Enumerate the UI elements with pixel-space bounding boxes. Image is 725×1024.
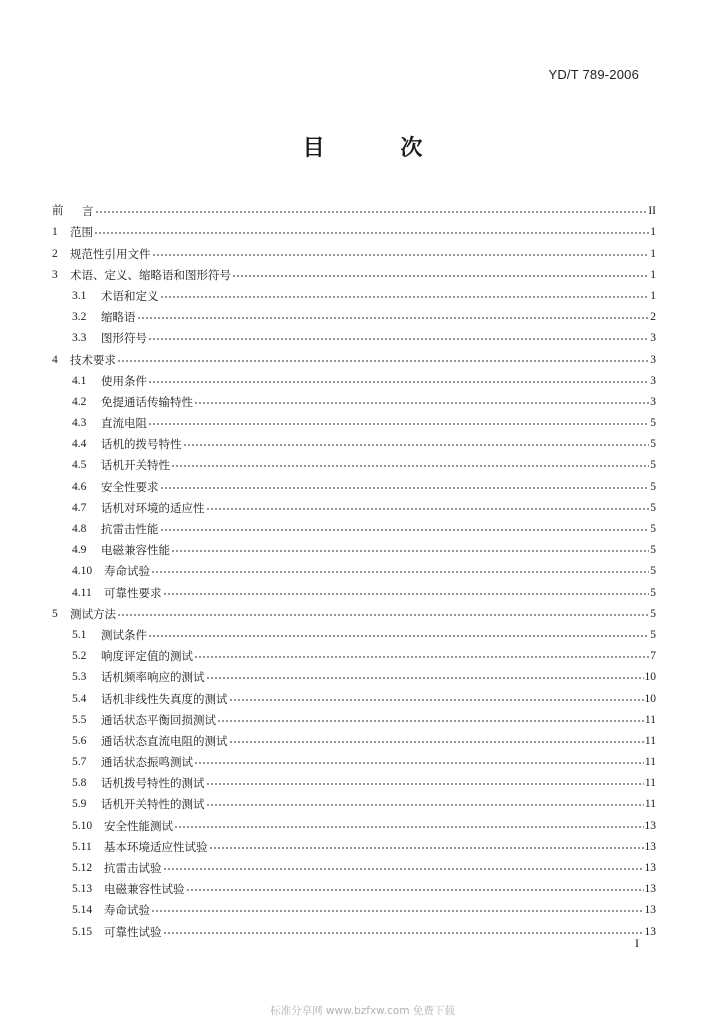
dot-leader: [160, 485, 650, 491]
toc-entry[interactable]: [52, 261, 656, 282]
dot-leader: [137, 315, 650, 321]
toc-entry[interactable]: [52, 748, 656, 769]
toc-entry-number: 4.11: [72, 586, 92, 599]
toc-entry-title: 通话状态直流电阻的测试: [101, 733, 228, 748]
toc-entry-page: 5: [650, 480, 656, 493]
toc-entry[interactable]: [52, 896, 656, 917]
toc-entry[interactable]: [52, 239, 656, 260]
toc-entry-number: 5.11: [72, 840, 92, 853]
toc-entry[interactable]: [52, 282, 656, 303]
toc-entry[interactable]: [52, 684, 656, 705]
toc-entry-title: 抗雷击性能: [101, 522, 159, 536]
toc-entry-number: 5.5: [72, 713, 87, 726]
dot-leader: [171, 548, 649, 554]
toc-entry[interactable]: [52, 409, 656, 430]
toc-entry-page: 7: [650, 650, 656, 663]
toc-entry-number: 5.2: [72, 650, 87, 663]
toc-entry[interactable]: [52, 472, 656, 493]
toc-entry-page: 5: [650, 438, 656, 451]
dot-leader: [148, 421, 649, 427]
toc-entry-title: 基本环境适应性试验: [104, 839, 208, 854]
dot-leader: [194, 760, 644, 766]
toc-entry-number: 4.2: [72, 395, 87, 408]
dot-leader: [206, 506, 650, 512]
toc-entry-page: 3: [650, 332, 656, 345]
toc-entry-number: 1: [52, 226, 58, 239]
toc-entry[interactable]: [52, 367, 656, 388]
standard-code: YD/T 789-2006: [548, 67, 639, 82]
toc-entry-number: 3.1: [72, 289, 87, 302]
toc-entry[interactable]: [52, 875, 656, 896]
toc-entry-title: 可靠性试验: [104, 924, 162, 939]
toc-entry-number: 4.5: [72, 459, 87, 472]
toc-entry-number: 3: [52, 268, 58, 281]
dot-leader: [217, 718, 644, 724]
dot-leader: [151, 569, 649, 575]
toc-entry-number: 4: [52, 353, 58, 366]
toc-entry[interactable]: [52, 345, 656, 366]
toc-entry-page: 10: [644, 671, 656, 684]
toc-entry[interactable]: [52, 578, 656, 599]
toc-entry-number: 4.7: [72, 501, 87, 514]
toc-entry-number: 5.10: [72, 819, 93, 832]
dot-leader: [160, 294, 650, 300]
toc-entry[interactable]: [52, 303, 656, 324]
toc-entry-title: 通话状态振鸣测试: [101, 755, 193, 770]
toc-entry-number: 5.7: [72, 756, 87, 769]
toc-entry-page: 13: [644, 819, 656, 832]
dot-leader: [229, 697, 644, 703]
toc-entry-page: 13: [644, 883, 656, 896]
toc-entry-number: 5.9: [72, 798, 87, 811]
toc-entry-title: 测试条件: [101, 627, 147, 642]
toc-entry-number: 5.1: [72, 628, 87, 641]
toc-entry-page: 11: [644, 777, 656, 790]
toc-entry-title: 电磁兼容性能: [101, 543, 170, 558]
toc-entry-page: 3: [650, 353, 656, 366]
dot-leader: [94, 230, 649, 236]
toc-entry-number: 4.8: [72, 523, 87, 535]
toc-entry-title: 话机非线性失真度的测试: [101, 691, 228, 706]
toc-entry-page: 13: [644, 862, 656, 874]
toc-entry-number: 5.12: [72, 862, 93, 874]
toc-entry-page: 11: [644, 798, 656, 811]
dot-leader: [229, 739, 644, 745]
toc-entry-number: 2: [52, 247, 58, 260]
toc-entry[interactable]: [52, 621, 656, 642]
dot-leader: [209, 845, 644, 851]
toc-entry[interactable]: [52, 557, 656, 578]
toc-entry-page: 5: [650, 523, 656, 535]
dot-leader: [206, 802, 644, 808]
toc-entry-title: 缩略语: [101, 310, 136, 325]
toc-entry-title: 安全性能测试: [104, 818, 173, 833]
toc-entry-title: 术语、定义、缩略语和图形符号: [70, 267, 231, 282]
dot-leader: [171, 463, 649, 469]
toc-entry[interactable]: [52, 451, 656, 472]
toc-entry-page: 5: [650, 628, 656, 641]
toc-entry-number: 5: [52, 607, 58, 620]
toc-entry-title: 抗雷击试验: [104, 861, 162, 875]
toc-entry-page: 1: [650, 289, 656, 302]
table-of-contents: [52, 197, 656, 939]
toc-entry-number: 4.10: [72, 565, 93, 578]
dot-leader: [151, 908, 644, 914]
toc-entry-title: 技术要求: [70, 352, 116, 367]
toc-entry-page: 3: [650, 395, 656, 408]
dot-leader: [232, 273, 649, 279]
toc-entry[interactable]: [52, 197, 656, 218]
toc-entry-number: 3.2: [72, 311, 87, 324]
toc-entry-page: 2: [650, 311, 656, 324]
dot-leader: [206, 675, 644, 681]
dot-leader: [148, 336, 649, 342]
dot-leader: [174, 824, 644, 830]
toc-entry-page: 5: [650, 544, 656, 557]
toc-entry-page: 5: [650, 417, 656, 430]
dot-leader: [194, 400, 649, 406]
toc-entry[interactable]: [52, 642, 656, 663]
toc-entry-number: 5.15: [72, 925, 93, 938]
toc-entry[interactable]: [52, 218, 656, 239]
toc-entry-title: 安全性要求: [101, 479, 159, 494]
toc-entry-page: 3: [650, 374, 656, 387]
toc-entry-number: 5.8: [72, 777, 87, 790]
toc-entry[interactable]: [52, 917, 656, 938]
toc-entry[interactable]: [52, 727, 656, 748]
toc-entry-title: 规范性引用文件: [70, 246, 151, 261]
toc-entry[interactable]: [52, 790, 656, 811]
toc-entry-number: 4.1: [72, 374, 87, 387]
toc-entry-title: 话机开关特性: [101, 458, 170, 473]
dot-leader: [183, 442, 650, 448]
toc-entry-number: 5.14: [72, 904, 93, 917]
toc-entry-page: 10: [644, 692, 656, 705]
dot-leader: [194, 654, 649, 660]
toc-entry[interactable]: [52, 833, 656, 854]
dot-leader: [163, 930, 644, 936]
toc-entry-page: 5: [650, 459, 656, 472]
toc-entry-title: 寿命试验: [104, 564, 150, 579]
toc-entry-page: 11: [644, 734, 656, 747]
toc-entry-title: 寿命试验: [104, 903, 150, 918]
toc-entry[interactable]: [52, 324, 656, 345]
toc-entry[interactable]: [52, 769, 656, 790]
toc-entry[interactable]: [52, 811, 656, 832]
toc-entry-title: 范围: [70, 225, 93, 240]
dot-leader: [117, 358, 649, 364]
toc-entry-title: 电磁兼容性试验: [104, 882, 185, 897]
toc-entry-title: 响度评定值的测试: [101, 649, 193, 664]
toc-entry-page: 11: [644, 713, 656, 726]
toc-entry-page: 1: [650, 226, 656, 239]
toc-entry[interactable]: [52, 663, 656, 684]
toc-entry-number: 5.13: [72, 883, 93, 896]
toc-entry-title: 话机频率响应的测试: [101, 670, 205, 685]
toc-entry[interactable]: [52, 706, 656, 727]
toc-entry-page: 13: [644, 904, 656, 917]
dot-leader: [117, 612, 649, 618]
dot-leader: [148, 633, 649, 639]
toc-entry-page: 1: [650, 247, 656, 260]
toc-entry-title: 可靠性要求: [104, 585, 162, 600]
toc-entry-number: 4.9: [72, 544, 87, 557]
toc-entry-page: 5: [650, 607, 656, 620]
toc-entry-number: 4.4: [72, 438, 87, 451]
dot-leader: [152, 252, 650, 258]
toc-entry-title: 使用条件: [101, 373, 147, 388]
dot-leader: [160, 527, 650, 533]
page-number: I: [635, 936, 639, 950]
toc-entry[interactable]: [52, 388, 656, 409]
toc-entry-page: 1: [650, 268, 656, 281]
dot-leader: [163, 591, 650, 597]
toc-entry-title: 话机拨号特性的测试: [101, 776, 205, 791]
toc-entry-title: 通话状态平衡回损测试: [101, 712, 216, 727]
dot-leader: [95, 209, 648, 215]
toc-entry-number: 5.6: [72, 734, 87, 747]
toc-entry-page: 5: [650, 565, 656, 578]
toc-entry-page: 5: [650, 501, 656, 514]
toc-title: 目 次: [302, 136, 457, 161]
toc-entry-number: 4.6: [72, 480, 87, 493]
toc-entry-number: 5.4: [72, 692, 87, 705]
toc-entry-title: 直流电阻: [101, 416, 147, 431]
dot-leader: [148, 379, 649, 385]
toc-entry[interactable]: [52, 515, 656, 536]
toc-entry-number: 5.3: [72, 671, 87, 684]
toc-entry-title: 话机的拨号特性: [101, 437, 182, 452]
watermark-text: 标准分享网 www.bzfxw.com 免费下载: [270, 1005, 455, 1017]
toc-entry[interactable]: [52, 854, 656, 875]
toc-entry[interactable]: [52, 600, 656, 621]
toc-entry-title: 术语和定义: [101, 288, 159, 303]
dot-leader: [186, 887, 644, 893]
toc-entry[interactable]: [52, 494, 656, 515]
toc-entry-title: 图形符号: [101, 331, 147, 346]
toc-entry-page: II: [648, 205, 656, 218]
dot-leader: [163, 866, 644, 872]
toc-entry-title: 话机开关特性的测试: [101, 797, 205, 812]
toc-entry-number: 前: [52, 205, 64, 218]
toc-entry-page: 13: [644, 840, 656, 853]
toc-entry-page: 5: [650, 586, 656, 599]
toc-entry-title: 测试方法: [70, 606, 116, 621]
toc-entry-title: 话机对环境的适应性: [101, 500, 205, 515]
toc-entry-number: 3.3: [72, 332, 87, 345]
toc-entry-title: 免提通话传输特性: [101, 394, 193, 409]
toc-entry[interactable]: [52, 536, 656, 557]
toc-entry-page: 11: [644, 756, 656, 769]
toc-entry-title: 言: [82, 204, 94, 219]
dot-leader: [206, 781, 644, 787]
toc-entry[interactable]: [52, 430, 656, 451]
toc-entry-page: 13: [644, 925, 656, 938]
toc-entry-number: 4.3: [72, 417, 87, 430]
